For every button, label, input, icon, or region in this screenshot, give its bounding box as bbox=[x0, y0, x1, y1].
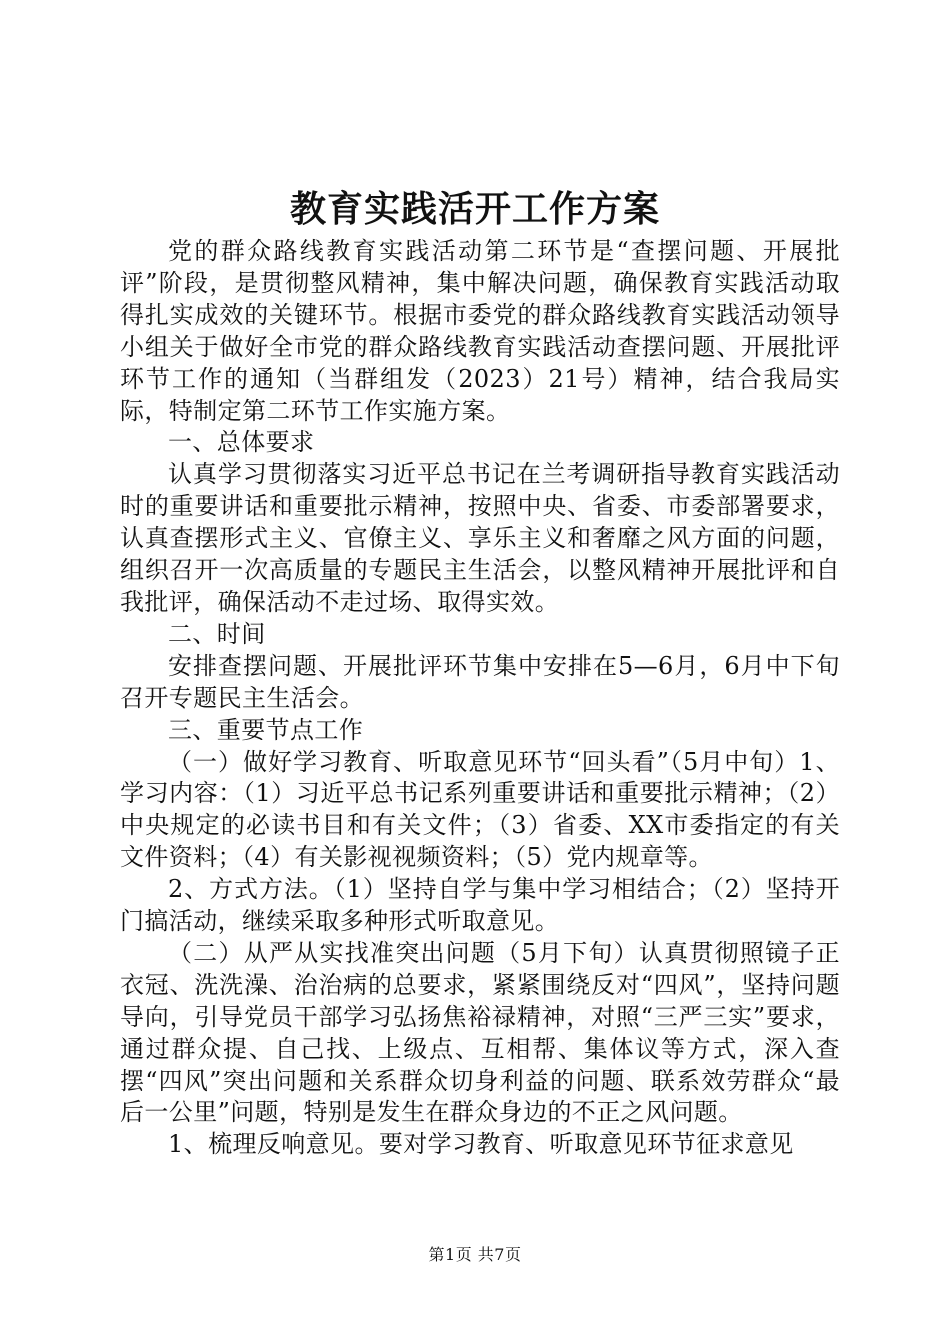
paragraph-sort-feedback: 1、梳理反响意见。要对学习教育、听取意见环节征求意见 bbox=[168, 1130, 794, 1159]
heading-general-requirements: 一、总体要求 bbox=[168, 428, 315, 457]
paragraph-time: 安排查摆问题、开展批评环节集中安排在5—6月，6月中下旬召开专题民主生活会。 bbox=[120, 651, 840, 712]
heading-time: 二、时间 bbox=[168, 619, 266, 648]
page-footer: 第1页 共7页 bbox=[428, 1245, 522, 1264]
paragraph-intro: 党的群众路线教育实践活动第二环节是“查摆问题、开展批评”阶段，是贯彻整风精神，集中解决问题，确保教育实践活动取得扎实成效的关键环节。根据市委党的群众路线教育实践活动领导小组关于做好全市党的群众路线教育实践活动查摆问题、开展批评环节工作的通知（当群组发（2023）21号）精神，结合我局实际，特制定第二环节工作实施方案。 bbox=[120, 237, 840, 425]
heading-key-work: 三、重要节点工作 bbox=[168, 715, 364, 744]
paragraph-key-work-1: （一）做好学习教育、听取意见环节“回头看”（5月中旬）1、学习内容：（1）习近平总书记系列重要讲话和重要批示精神；（2）中央规定的必读书目和有关文件；（3）省委、XX市委指定的有关文件资料；（4）有关影视视频资料；（5）党内规章等。 bbox=[120, 747, 840, 872]
paragraph-general-requirements: 认真学习贯彻落实习近平总书记在兰考调研指导教育实践活动时的重要讲话和重要批示精神，按照中央、省委、市委部署要求，认真查摆形式主义、官僚主义、享乐主义和奢靡之风方面的问题，组织召开一次高质量的专题民主生活会，以整风精神开展批评和自我批评，确保活动不走过场、取得实效。 bbox=[120, 460, 840, 616]
paragraph-methods: 2、方式方法。（1）坚持自学与集中学习相结合；（2）坚持开门搞活动，继续采取多种形式听取意见。 bbox=[120, 875, 840, 936]
document-title: 教育实践活开工作方案 bbox=[289, 188, 660, 230]
paragraph-key-work-2: （二）从严从实找准突出问题（5月下旬）认真贯彻照镜子正衣冠、洗洗澡、治治病的总要求，紧紧围绕反对“四风”，坚持问题导向，引导党员干部学习弘扬焦裕禄精神，对照“三严三实”要求，通过群众提、自己找、上级点、互相帮、集体议等方式，深入查摆“四风”突出问题和关系群众切身利益的问题、联系效劳群众“最后一公里”问题，特别是发生在群众身边的不正之风问题。 bbox=[120, 938, 840, 1127]
document-body bbox=[120, 236, 840, 1161]
